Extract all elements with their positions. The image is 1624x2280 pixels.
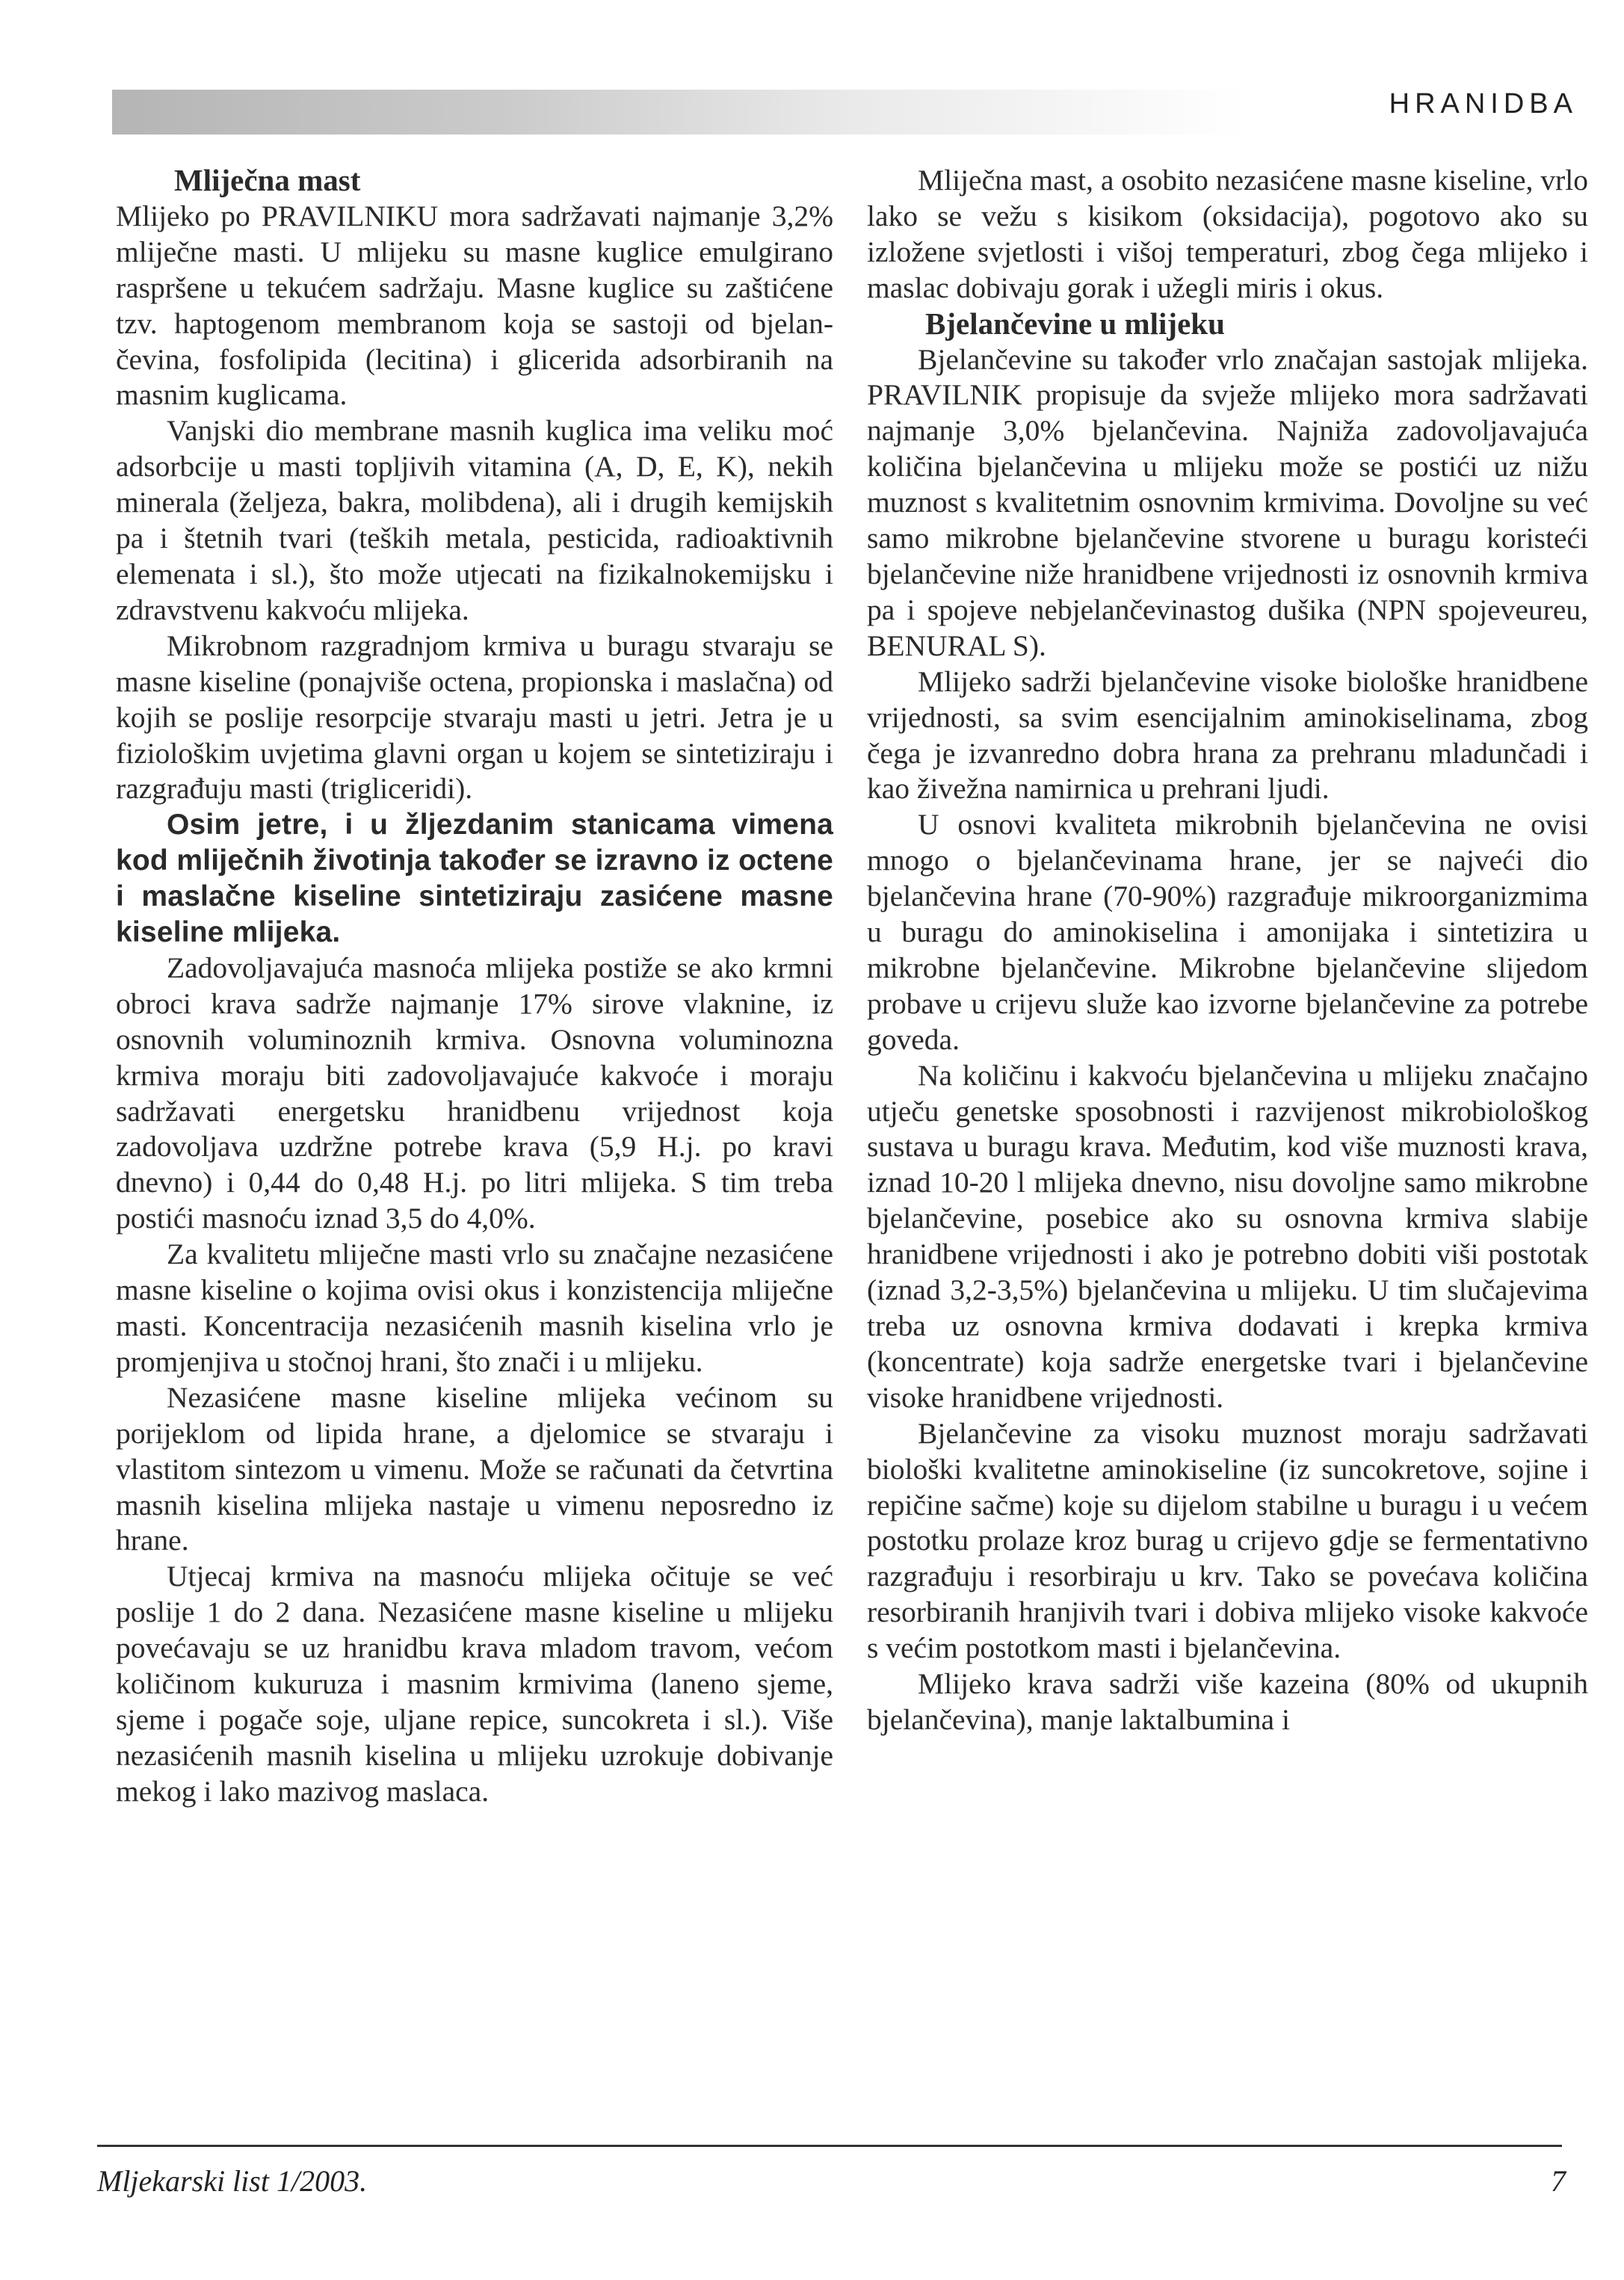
paragraph: Za kvalitetu mliječne masti vrlo su značajne nezasićene masne kiseline o kojima ovisi okus i konzistencija mliječne masti. Koncentracija nezasićenih masnih kiselina vrlo je promjenjiva u stočnoj hrani, što znači i u mlijeku. [116,1238,833,1378]
paragraph: Nezasićene masne kiseline mlijeka većinom su porijeklom od lipida hrane, a djelomice se stvaraju i vlastitom sintezom u vimenu. Može se računati da četvrtina masnih kiselina mlijeka nastaje u vimenu neposredno iz hrane. [116,1380,833,1557]
heading-proteins: Bjelančevine u mlijeku [925,306,1225,341]
paragraph: Zadovoljavajuća masnoća mlijeka postiže se ako krmni obroci krava sadrže najmanje 17% sirove vlaknine, iz osnovnih voluminoznih krmiva. Osnovna voluminozna krmiva moraju biti zadovoljavajuće kakvoće i moraju sadržavati energetsku hranidbenu vrijednost koja zadovoljava uzdržne potrebe krava (5,9 H.j. po kravi dnevno) i 0,44 do 0,48 H.j. po litri mlijeka. S tim treba postići masnoću iznad 3,5 do 4,0%. [116,951,833,1235]
header-decorative-band [112,90,1248,135]
page-number: 7 [1551,2164,1566,2198]
left-column [116,163,833,1810]
paragraph: Bjelančevine za visoku muznost moraju sadržavati biološki kvalitetne aminokiseline (iz suncokretove, sojine i repičine sačme) koje su dijelom stabilne u buragu i u većem postotku prolaze kroz burag u crijevo gdje se fermentativno razgrađuju i resorbiraju u krv. Tako se povećava količina resorbiranih hranjivih tvari i dobiva mlijeko visoke kakvoće s većim postotkom masti i bjelančevina. [867,1416,1588,1665]
paragraph: Mikrobnom razgradnjom krmiva u buragu stvaraju se masne kiseline (ponajviše octena, propionska i maslačna) od kojih se poslije resorpcije stvaraju masti u jetri. Jetra je u fiziološkim uvjetima glavni organ u kojem se sintetiziraju i razgrađuju masti (trigliceridi). [116,628,833,806]
heading-milk-fat: Mliječna mast [174,163,361,197]
paragraph: Na količinu i kakvoću bjelančevina u mlijeku značajno utječu genetske sposobnosti i razvijenost mikrobiološkog sustava u buragu krava. Međutim, kod više muznosti krava, iznad 10-20 l mlijeka dnevno, nisu dovoljne samo mikrobne bjelančevine, posebice ako su osnovna krmiva slabije hranidbene vrijednosti i ako je potrebno dobiti viši postotak (iznad 3,2-3,5%) bjelančevina u mlijeku. U tim slučajevima treba uz osnovna krmiva dodavati i krepka krmiva (koncentrate) koja sadrže energetske tvari i bjelančevine visoke hranidbene vrijednosti. [867,1058,1588,1414]
paragraph: Bjelančevine su također vrlo značajan sastojak mlijeka. PRAVILNIK propisuje da svježe mlijeko mora sadržavati najmanje 3,0% bjelančevina. Najniža zadovoljavajuća količina bjelančevina u mlijeku može se postići uz nižu muznost s kvalitetnim osnovnim krmivima. Dovoljne su već samo mikrobne bjelančevine stvorene u buragu koristeći bjelančevine niže hranidbene vrijednosti iz osnovnih krmiva pa i spojeve nebjelančevinastog dušika (NPN spojeveureu, BENURAL S). [867,342,1588,662]
bold-paragraph: Osim jetre, i u žljezdanim stanicama vimena kod mliječnih životinja također se izravno iz octene i maslačne kiseline sintetiziraju zasićene masne kiseline mlijeka. [116,809,833,949]
paragraph: Mlijeko sadrži bjelančevine visoke biološke hranidbene vrijednosti, sa svim esencijalnim aminokiselinama, zbog čega je izvanredno dobra hrana za prehranu mladunčadi i kao živežna namirnica u prehrani ljudi. [867,664,1588,806]
paragraph: Vanjski dio membrane masnih kuglica ima veliku moć adsorbcije u masti topljivih vitamina (A, D, E, K), nekih minerala (željeza, bakra, molibdena), ali i drugih kemijskih pa i štetnih tvari (teških metala, pesticida, radioaktivnih elemenata i sl.), što može utjecati na fizikalnokemijsku i zdravstvenu kakvoću mlijeka. [116,414,833,626]
paragraph: Mlijeko po PRAVILNIKU mora sadržavati najmanje 3,2% mliječne masti. U mlijeku su masne kuglice emulgirano raspršene u tekućem sadržaju. Masne kuglice su zaštićene tzv. haptogenom membranom koja se sastoji od bjelančevina, fosfolipida (lecitina) i glicerida adsorbiranih na masnim kuglicama. [116,199,833,412]
section-title: HRANIDBA [1389,88,1578,120]
right-column [867,163,1588,1738]
paragraph: Mliječna mast, a osobito nezasićene masne kiseline, vrlo lako se vežu s kisikom (oksidacija), pogotovo ako su izložene svjetlosti i višoj temperaturi, zbog čega mlijeko i maslac dobivaju gorak i užegli miris i okus. [867,164,1588,304]
paragraph: Mlijeko krava sadrži više kazeina (80% od ukupnih bjelančevina), manje laktalbumina i [867,1667,1588,1736]
footer-journal: Mljekarski list 1/2003. [97,2164,368,2198]
footer-rule [97,2145,1562,2147]
paragraph: Utjecaj krmiva na masnoću mlijeka očituje se već poslije 1 do 2 dana. Nezasićene masne kiseline u mlijeku povećavaju se uz hranidbu krava mladom travom, većom količinom kukuruza i masnim krmivima (laneno sjeme, sjeme i pogače soje, uljane repice, suncokreta i sl.). Više nezasićenih masnih kiselina u mlijeku uzrokuje dobivanje mekog i lako mazivog maslaca. [116,1560,833,1808]
paragraph: U osnovi kvaliteta mikrobnih bjelančevina ne ovisi mnogo o bjelančevinama hrane, jer se najveći dio bjelančevina hrane (70-90%) razgrađuje mikroorganizmima u buragu do aminokiselina i amonijaka i sintetizira u mikrobne bjelančevine. Mikrobne bjelančevine slijedom probave u crijevu služe kao izvorne bjelančevine za potrebe goveda. [867,808,1588,1056]
